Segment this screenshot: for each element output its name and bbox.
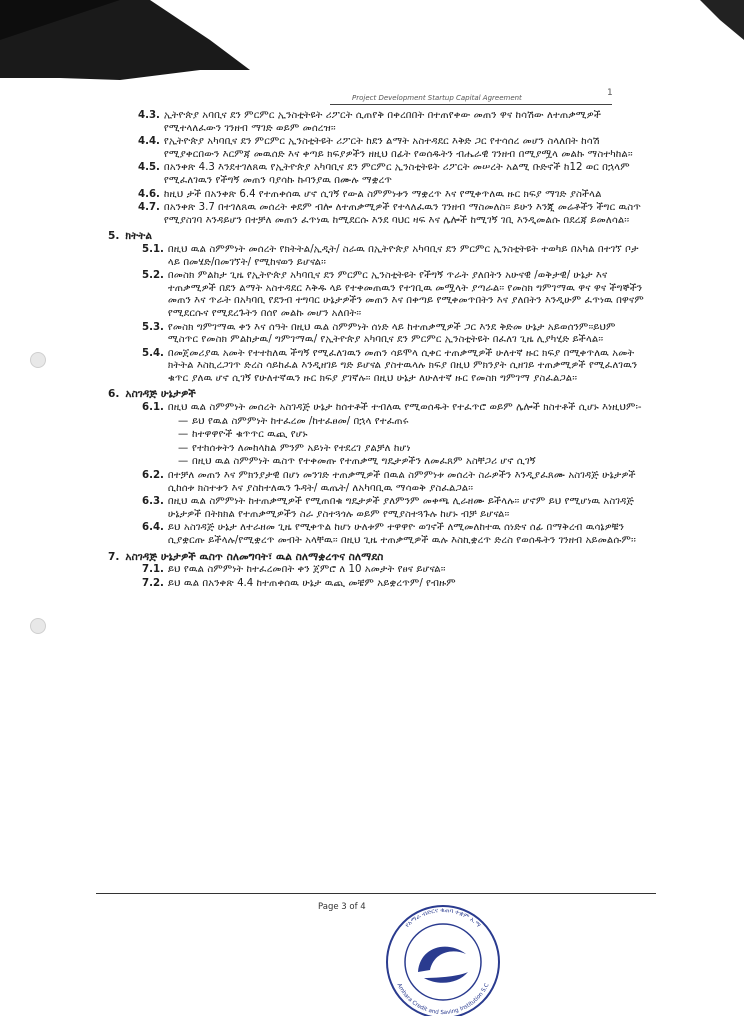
clause-text: ይህ አስገዳጅ ሁኔታ ለተራዘመ ጊዜ የሚቀጥል ከሆነ ሁለቱም ተዋዋዮ ወገኖች ለሚመለከተዉ ሰነድና ሰፊ በማቅረብ ዉሳኔዎቹን ሲያቋርጡ ይችላሉ/የሚቋረጥ መብት አላቸዉ፡፡ በዚህ ጊዜ ተጠቃሚዎች ዉሉ እስኪቋረጥ ድረስ የወሰዱትን ገንዘብ አይመልሱም፡፡ xyxy=(167,522,636,546)
section-heading xyxy=(108,388,648,401)
punch-hole xyxy=(30,352,46,368)
clause-item xyxy=(108,189,648,202)
institution-seal xyxy=(378,898,508,1016)
dash-icon: — xyxy=(178,429,189,441)
section-number: 6. xyxy=(108,388,120,401)
svg-text:Amhara Credit and Saving Insti xyxy=(395,982,490,1016)
document-body xyxy=(108,110,648,591)
clause-text: በመጀመሪያዉ አመት የተተከለዉ ችግኝ የሚፈለገዉን መጠን ሳይሞላ ሲቀር ተጠቃሚዎች ሁለተኛ ዙር ክፍያ በሚቀጥለዉ አመት ክትትል እስኪረጋገጥ ድረስ ሳይከፈል እንዲዘገይ ግድ ይሆናል ያስተዉላሉ ክፍያ በዚህ ምክንያት ሲዘገይ ተጠቃሚዎች የሚፈለገዉን ቁጥር ያለዉ ሆኖ ሲገኝ የሁለተኛዉን ዙር ክፍያ ያገኛሉ፡፡ በዚህ ሁኔታ ለሁለተኛ ዙር የመስክ ግምገማ ያስፈልጋል፡፡ xyxy=(167,347,638,384)
section-heading xyxy=(108,551,648,564)
section-title: ክትትል xyxy=(125,230,153,243)
clause-item xyxy=(108,110,648,135)
clause-item xyxy=(108,578,648,591)
bullet-text: ከተዋዋዮች ቁጥጥር ዉጪ የሆኑ xyxy=(192,429,308,441)
bullet-text: ይህ የዉል ስምምነት ከተፈረመ /ከተፈፀመ/ በኋላ የተፈጠሩ xyxy=(192,415,409,427)
dash-icon: — xyxy=(178,456,189,468)
clause-item xyxy=(108,136,648,161)
clause-text: በአንቀጽ 4.3 እንደተገለጸዉ የኢትዮጵያ አካባቢና ደን ምርምር ኢንስቲትዩት ሪፖርት መሠረት አልሚ ቡድኖች ከ12 ወር በኋላም የሚፈለገዉን የችግኝ መጠን ባያሳኩ ኩባንያዉ በሙሉ ማቋረጥ xyxy=(163,162,630,186)
bullet-item xyxy=(178,456,648,469)
section-number: 5. xyxy=(108,230,120,243)
punch-hole xyxy=(30,618,46,634)
clause-item xyxy=(108,202,648,227)
clause-number: 6.4. xyxy=(142,522,164,534)
clause-number: 7.2. xyxy=(142,577,164,589)
clause-text: ከዚህ ታች በአንቀጽ 6.4 የተጠቀሰዉ ሆኖ ሲገኝ የውል ስምምነቱን ማቋረጥ እና የሚቀጥለዉ ዙር ክፍያ ማገድ ያስችላል xyxy=(163,188,602,200)
clause-text: የመስክ ግምገማዉ ቀን እና ሰዓት በዚህ ዉል ስምምነት ሰነድ ላይ ከተጠቃሚዎች ጋር እንደ ቅድመ ሁኔታ አይወሰንም፡፡ይህም ሚስጥር የመስክ ምልከታዉ/ ግምገማዉ/ የኢትዮጵያ አካባቢና ደን ምርምር ኢንስቲትዩት በፈለገ ጊዜ ሊያካሂድ ይችላል፡፡ xyxy=(167,321,616,346)
footer-rule xyxy=(96,893,656,894)
bullet-text: የተከሰቱትን ለመከላከል ምንም አይነት የተደረገ ያልቻለ ከሆነ xyxy=(192,442,411,454)
clause-text: በመስክ ምልከታ ጊዜ የኢትዮጵያ አካባቢና ደን ምርምር ኢንስቲትዩት የችግኝ ጥራት ያለበትን አሁናዊ /ወቅታዊ/ ሁኔታ እና ተጠቃሚዎች በደን ልማት አስተዳደር እቅዱ ላይ የተቀመጠዉን የተገቢዉ መሟላት ያጣራል፡፡ የመስክ ግምገማዉ ዋና ዋና ችግኞችን መጠን እና ጥራት በአካባቢ የደንብ ተግባር ሁኔታዎችን መጠን እና በቀጣይ የሚቀመጥበትን እና ያለበትን እንዲሁም ፈጥነዉ በዋናም የሚደርሱና የሚደረጉትን በሰየ መልኩ መሆን አለበት፡፡ xyxy=(167,270,644,319)
bullet-text: በዚህ ዉል ስምምነት ዉስጥ የተቀመጡ የተጠቃሚ ግዴታዎችን ለመፈጸም አስቸጋሪ ሆኖ ሲገኝ xyxy=(192,456,536,468)
clause-number: 6.3. xyxy=(142,496,164,508)
bullet-list xyxy=(108,416,648,469)
clause-number: 7.1. xyxy=(142,564,164,576)
clause-number: 5.1. xyxy=(142,243,164,255)
clause-number: 4.6. xyxy=(138,188,160,200)
corner-mark: 1 xyxy=(607,88,613,98)
clause-text: ኢትዮጵያ አባቢና ደን ምርምር ኢንስቲትዩት ሪፖርት ሲጠየቅ በቀረበበት በተጠየቀው መጠን ዋና ከሳሽው ለተጠቃሚዎች የሚተላለፈውን ገንዘብ ማገድ ወይም መሰረዝ፡፡ xyxy=(163,110,602,134)
clause-item xyxy=(108,522,648,547)
clause-item xyxy=(108,470,648,495)
seal-text-bottom: Amhara Credit and Saving Institution S.C xyxy=(395,982,491,1016)
page-number: Page 3 of 4 xyxy=(318,902,366,912)
clause-text: በዚህ ዉል ስምምነት መሰረት አስገዳጅ ሁኔታ ከሰተቶች ተብለዉ የሚወሰዱት የተፈጥሮ ወይም ሌሎች ክስተቶች ሲሆኑ እነዚህም፡- xyxy=(167,402,642,414)
dash-icon: — xyxy=(178,442,189,454)
clause-item xyxy=(108,402,648,415)
running-title: Project Development Startup Capital Agreement xyxy=(352,94,522,102)
section-number: 7. xyxy=(108,550,120,563)
clause-text: በአንቀጽ 3.7 በተገለጸዉ መሰረት ቀደም ብሎ ለተጠቃሚዎች የተላለፈዉን ገንዘብ ማስመለስ፡፡ ይሁን እንጂ መሬቶችን ችግር ዉስጥ የሚያስገባ እንዳይሆን በተቻለ መጠን ፈጥነዉ ከሚደርሱ እንደ ባህር ዛፍ እና ሌሎች ከሚገኝ ገቢ እንዲመልሱ በደረጃ ይመለሳል፡፡ xyxy=(163,202,642,226)
clause-number: 4.3. xyxy=(138,110,160,121)
bullet-item xyxy=(178,443,648,456)
clause-item xyxy=(108,564,648,577)
clause-number: 4.4. xyxy=(138,136,160,148)
clause-text: ይህ የዉል ስምምነት ከተፈረመበት ቀን ጀምሮ ለ 10 አመታት የፀና ይሆናል፡፡ xyxy=(167,564,446,576)
clause-number: 4.7. xyxy=(138,202,160,214)
section-title: አስገዳጅ ሁኔታዎች ዉስጥ ስለመግባት፣ ዉል ስለማቋረጥና ስለማደስ xyxy=(125,550,384,563)
dash-icon: — xyxy=(178,415,189,427)
clause-text: በዚህ ዉል ስምምነት ከተጠቃሚዎች የሚጠበቁ ግዴታዎች ያለምንም መቀጫ ሊራዘሙ ይችላሉ፡፡ ሆኖም ይህ የሚሆነዉ አስገዳጅ ሁኔታዎች በትክክል የተጠቃሚዎችን ስራ ያስተጓጎሉ ወይም የሚያስተጓጉሉ ከሆኑ ብቻ ይሆናል፡፡ xyxy=(167,496,635,520)
clause-item xyxy=(108,270,648,320)
clause-number: 6.2. xyxy=(142,470,164,482)
clause-item xyxy=(108,244,648,269)
bullet-item xyxy=(178,416,648,429)
header-rule xyxy=(330,104,612,105)
clause-number: 5.2. xyxy=(142,270,164,282)
section-title: አስገዳጅ ሁኔታዎች xyxy=(125,388,196,401)
bullet-item xyxy=(178,429,648,442)
clause-text: በዚህ ዉል ስምምነት መሰረት የክትትል/ኢዲት/ ስራዉ በኢትዮጵያ አካባቢና ደን ምርምር ኢንስቲትዩት ተወካይ በአካል በተገኘ ቦታ ላይ በመሄድ/በመገኘት/ የሚከናወን ይሆናል፡፡ xyxy=(167,243,639,268)
clause-text: ይህ ዉል በአንቀጽ 4.4 ከተጠቀሰዉ ሁኔታ ዉጪ መቼም አይቋረጥም/ የብዙም xyxy=(167,577,456,589)
section-heading xyxy=(108,230,648,243)
svg-text:የአማራ ብድርና ቁጠባ ተቋም አ.ማ xyxy=(404,907,482,929)
seal-text-top: የአማራ ብድርና ቁጠባ ተቋም አ.ማ xyxy=(403,906,482,929)
clause-number: 5.4. xyxy=(142,347,164,359)
clause-number: 6.1. xyxy=(142,402,164,414)
clause-item xyxy=(108,162,648,187)
clause-text: የኢትዮጵያ አካባቢና ደን ምርምር ኢንስቲትዩት ሪፖርት ከደን ልማት አስተዳደር እቅድ ጋር የተሳሰረ መሆን ስላለበት ከሳሽ የሚያቀርበውን እርምጃ መዉሰድ እና ቀጣይ ክፍያዎችን ዘዚህ በፊት የወሰዱትን ብሔራዊ ገንዘብ በሚያሟላ መልኩ ማስተካከል፡፡ xyxy=(163,136,633,160)
clause-number: 4.5. xyxy=(138,162,160,174)
clause-item xyxy=(108,322,648,347)
clause-item xyxy=(108,348,648,386)
clause-text: በተቻለ መጠን እና ምክንያታዊ በሆነ መንገድ ተጠቃሚዎች በዉል ስምምነቱ መሰረት ስራዎችን እንዲያፈጸሙ አስገዳጅ ሁኔታዎች ሲከሰቱ ክስተቱን እና ያስከተለዉን ጉዳት/ ዉጤት/ ለአካባቢዉ ማሳወቅ ያስፈልጋል፡፡ xyxy=(167,470,636,494)
clause-number: 5.3. xyxy=(142,321,164,333)
clause-item xyxy=(108,496,648,521)
